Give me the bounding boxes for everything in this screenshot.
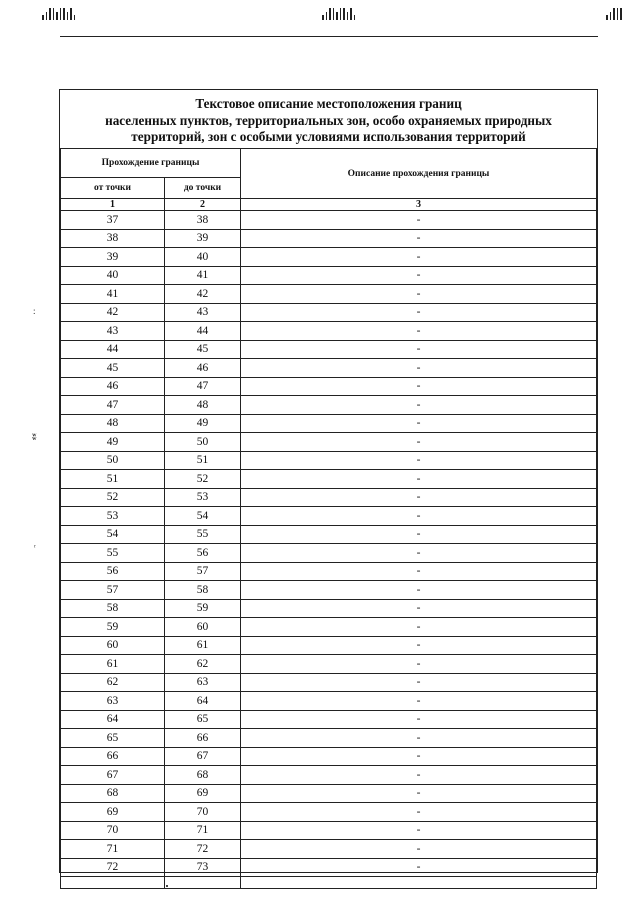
header-col-number: 1 xyxy=(61,199,165,211)
table-row xyxy=(61,303,597,322)
from-point-cell: 47 xyxy=(61,396,165,415)
from-point-cell: 42 xyxy=(61,303,165,322)
from-point-cell: 69 xyxy=(61,803,165,822)
from-point-cell: 56 xyxy=(61,562,165,581)
to-point-cell: 55 xyxy=(165,525,241,544)
table-row xyxy=(61,414,597,433)
from-point-cell: 71 xyxy=(61,840,165,859)
description-cell: - xyxy=(241,655,597,674)
table-row xyxy=(61,840,597,859)
from-point-cell: 52 xyxy=(61,488,165,507)
description-cell: - xyxy=(241,729,597,748)
table-row-empty xyxy=(61,877,597,889)
table-row xyxy=(61,692,597,711)
form-title-line: населенных пунктов, территориальных зон, особо охраняемых природных xyxy=(105,112,552,128)
to-point-cell: 54 xyxy=(165,507,241,526)
margin-mark: ʬ xyxy=(32,432,37,442)
to-point-cell: 56 xyxy=(165,544,241,563)
header-passage: Прохождение границы xyxy=(61,149,241,178)
to-point-cell: 68 xyxy=(165,766,241,785)
barcode-right xyxy=(606,8,622,20)
from-point-cell: 58 xyxy=(61,599,165,618)
from-point-cell: 60 xyxy=(61,636,165,655)
table-row xyxy=(61,858,597,877)
from-point-cell: 66 xyxy=(61,747,165,766)
to-point-cell: 44 xyxy=(165,322,241,341)
table-row xyxy=(61,507,597,526)
table-row xyxy=(61,581,597,600)
description-cell: - xyxy=(241,766,597,785)
description-cell: - xyxy=(241,433,597,452)
description-cell: - xyxy=(241,285,597,304)
description-cell: - xyxy=(241,414,597,433)
from-point-cell: 63 xyxy=(61,692,165,711)
from-point-cell: 59 xyxy=(61,618,165,637)
from-point-cell: 57 xyxy=(61,581,165,600)
description-cell: - xyxy=(241,710,597,729)
from-point-cell: 62 xyxy=(61,673,165,692)
from-point-cell: 51 xyxy=(61,470,165,489)
header-to-point: до точки xyxy=(165,178,241,199)
table-row xyxy=(61,488,597,507)
empty-cell xyxy=(165,877,241,889)
from-point-cell: 48 xyxy=(61,414,165,433)
from-point-cell: 68 xyxy=(61,784,165,803)
description-cell: - xyxy=(241,322,597,341)
to-point-cell: 43 xyxy=(165,303,241,322)
table-row xyxy=(61,470,597,489)
from-point-cell: 38 xyxy=(61,229,165,248)
from-point-cell: 50 xyxy=(61,451,165,470)
from-point-cell: 65 xyxy=(61,729,165,748)
table-row xyxy=(61,562,597,581)
from-point-cell: 70 xyxy=(61,821,165,840)
to-point-cell: 67 xyxy=(165,747,241,766)
from-point-cell: 55 xyxy=(61,544,165,563)
table-row xyxy=(61,784,597,803)
from-point-cell: 43 xyxy=(61,322,165,341)
table-row xyxy=(61,229,597,248)
from-point-cell: 67 xyxy=(61,766,165,785)
from-point-cell: 53 xyxy=(61,507,165,526)
from-point-cell: 37 xyxy=(61,211,165,230)
table-row xyxy=(61,266,597,285)
from-point-cell: 41 xyxy=(61,285,165,304)
description-cell: - xyxy=(241,692,597,711)
to-point-cell: 40 xyxy=(165,248,241,267)
description-cell: - xyxy=(241,840,597,859)
to-point-cell: 39 xyxy=(165,229,241,248)
barcode-center xyxy=(322,8,355,20)
to-point-cell: 58 xyxy=(165,581,241,600)
empty-cell xyxy=(241,877,597,889)
description-cell: - xyxy=(241,525,597,544)
scan-speck xyxy=(166,885,168,887)
description-cell: - xyxy=(241,507,597,526)
description-cell: - xyxy=(241,340,597,359)
table-row xyxy=(61,340,597,359)
description-cell: - xyxy=(241,470,597,489)
from-point-cell: 40 xyxy=(61,266,165,285)
to-point-cell: 47 xyxy=(165,377,241,396)
to-point-cell: 59 xyxy=(165,599,241,618)
to-point-cell: 41 xyxy=(165,266,241,285)
description-cell: - xyxy=(241,562,597,581)
description-cell: - xyxy=(241,784,597,803)
to-point-cell: 73 xyxy=(165,858,241,877)
description-cell: - xyxy=(241,636,597,655)
table-row xyxy=(61,211,597,230)
header-col-number: 3 xyxy=(241,199,597,211)
to-point-cell: 62 xyxy=(165,655,241,674)
description-cell: - xyxy=(241,211,597,230)
boundary-description-form xyxy=(59,89,598,873)
table-row xyxy=(61,599,597,618)
description-cell: - xyxy=(241,229,597,248)
from-point-cell: 72 xyxy=(61,858,165,877)
to-point-cell: 66 xyxy=(165,729,241,748)
description-cell: - xyxy=(241,599,597,618)
to-point-cell: 38 xyxy=(165,211,241,230)
table-row xyxy=(61,636,597,655)
table-row xyxy=(61,248,597,267)
description-cell: - xyxy=(241,803,597,822)
to-point-cell: 72 xyxy=(165,840,241,859)
to-point-cell: 65 xyxy=(165,710,241,729)
to-point-cell: 57 xyxy=(165,562,241,581)
table-row xyxy=(61,618,597,637)
margin-mark: : xyxy=(33,306,36,316)
to-point-cell: 64 xyxy=(165,692,241,711)
to-point-cell: 71 xyxy=(165,821,241,840)
description-cell: - xyxy=(241,618,597,637)
table-row xyxy=(61,451,597,470)
to-point-cell: 45 xyxy=(165,340,241,359)
to-point-cell: 52 xyxy=(165,470,241,489)
table-row xyxy=(61,803,597,822)
boundary-table xyxy=(60,148,597,889)
description-cell: - xyxy=(241,581,597,600)
description-cell: - xyxy=(241,396,597,415)
table-row xyxy=(61,396,597,415)
from-point-cell: 61 xyxy=(61,655,165,674)
form-title xyxy=(60,96,597,146)
header-rule xyxy=(60,36,598,37)
to-point-cell: 60 xyxy=(165,618,241,637)
from-point-cell: 49 xyxy=(61,433,165,452)
table-row xyxy=(61,377,597,396)
description-cell: - xyxy=(241,266,597,285)
header-from-point: от точки xyxy=(61,178,165,199)
header-description: Описание прохождения границы xyxy=(241,149,597,199)
to-point-cell: 61 xyxy=(165,636,241,655)
to-point-cell: 70 xyxy=(165,803,241,822)
to-point-cell: 63 xyxy=(165,673,241,692)
form-title-line: Текстовое описание местоположения границ xyxy=(195,96,462,111)
description-cell: - xyxy=(241,451,597,470)
to-point-cell: 48 xyxy=(165,396,241,415)
description-cell: - xyxy=(241,858,597,877)
from-point-cell: 46 xyxy=(61,377,165,396)
table-row xyxy=(61,729,597,748)
to-point-cell: 53 xyxy=(165,488,241,507)
table-row xyxy=(61,433,597,452)
empty-cell xyxy=(61,877,165,889)
from-point-cell: 39 xyxy=(61,248,165,267)
from-point-cell: 44 xyxy=(61,340,165,359)
description-cell: - xyxy=(241,377,597,396)
description-cell: - xyxy=(241,544,597,563)
to-point-cell: 51 xyxy=(165,451,241,470)
barcode-left xyxy=(42,8,75,20)
to-point-cell: 69 xyxy=(165,784,241,803)
description-cell: - xyxy=(241,248,597,267)
header-col-number: 2 xyxy=(165,199,241,211)
form-title-line: территорий, зон с особыми условиями использования территорий xyxy=(131,129,526,144)
table-row xyxy=(61,821,597,840)
table-row xyxy=(61,766,597,785)
to-point-cell: 46 xyxy=(165,359,241,378)
description-cell: - xyxy=(241,488,597,507)
description-cell: - xyxy=(241,303,597,322)
description-cell: - xyxy=(241,747,597,766)
table-row xyxy=(61,285,597,304)
to-point-cell: 50 xyxy=(165,433,241,452)
table-row xyxy=(61,710,597,729)
table-row xyxy=(61,322,597,341)
to-point-cell: 42 xyxy=(165,285,241,304)
description-cell: - xyxy=(241,359,597,378)
description-cell: - xyxy=(241,673,597,692)
table-row xyxy=(61,525,597,544)
to-point-cell: 49 xyxy=(165,414,241,433)
table-row xyxy=(61,747,597,766)
margin-mark: ʳ xyxy=(34,542,36,552)
table-row xyxy=(61,673,597,692)
table-row xyxy=(61,359,597,378)
table-row xyxy=(61,544,597,563)
from-point-cell: 54 xyxy=(61,525,165,544)
table-row xyxy=(61,655,597,674)
description-cell: - xyxy=(241,821,597,840)
from-point-cell: 64 xyxy=(61,710,165,729)
from-point-cell: 45 xyxy=(61,359,165,378)
